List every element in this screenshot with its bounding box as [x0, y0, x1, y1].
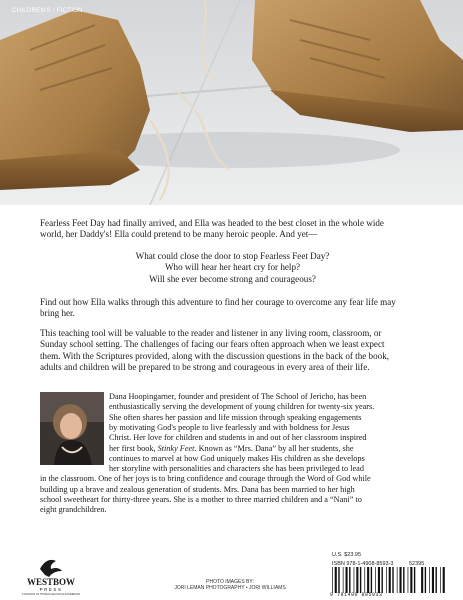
photo-credit [150, 579, 310, 591]
blurb-teaching-tool [40, 328, 425, 374]
bio-line: continues to marvel at how God uniquely makes His children as she develops [109, 453, 365, 463]
bio-line: building up a brave and zealous generation of students. Mrs. Dana has been married to her high [40, 484, 355, 494]
author-photo [40, 392, 104, 465]
bio-line: in the classroom. One of her joys is to bring confidence and courage through the Word of God while [40, 474, 371, 484]
barcode-icon [330, 567, 448, 593]
bio-line: Dana Hoopingarner, founder and president of The School of Jericho, has been [109, 392, 367, 401]
question-line: Who will hear her heart cry for help? [164, 262, 301, 273]
cover-photo-boots [0, 0, 463, 205]
bio-line: school sweetheart for thirty-three years. She is a mother to three married children and a “Nani” to [40, 495, 362, 504]
bio-line [109, 444, 353, 454]
blurb-find-out-line: bring her. [40, 308, 75, 319]
book-title-stinky-feet: Stinky Feet [157, 443, 195, 453]
teaching-line: This teaching tool will be valuable to the reader and listener in any living room, classroom, or [40, 328, 382, 338]
blurb-intro-line: world, her Daddy's! Ella could pretend to be many heroic people. And yet— [40, 229, 318, 240]
bio-line: eight grandchildren. [40, 505, 107, 515]
publisher-name: WESTBOW [26, 577, 76, 587]
blurb-find-out-line: Find out how Ella walks through this adventure to find her courage to overcome any fear life may [40, 297, 396, 307]
isbn-addon: 52395 [409, 561, 425, 567]
barcode-digits: 9 781490 885933 [330, 592, 383, 598]
photo-credit-title: PHOTO IMAGES BY: [206, 579, 254, 585]
boots-illustration [0, 0, 463, 205]
question-line: What could close the door to stop Fearless Feet Day? [135, 251, 330, 261]
blurb-intro [40, 218, 425, 241]
blurb-intro-line: Fearless Feet Day had finally arrived, and Ella was headed to the best closet in the whole wide [40, 218, 384, 228]
teaching-line: them. With the Scriptures provided, along with the discussion questions in the back of the book, [40, 350, 390, 361]
blurb-find-out [40, 297, 425, 320]
teaching-line: adults and children will be prepared to be strong and courageous in every area of their life. [40, 362, 370, 373]
publisher-sub: PRESS [39, 587, 63, 592]
bio-line: enthusiastically serving the development of young children for twenty-six years. [109, 402, 375, 412]
publisher-tagline: A DIVISION OF THOMAS NELSON & ZONDERVAN [21, 593, 81, 595]
category-label: CHILDREN'S / FICTION [12, 8, 83, 14]
blurb-questions [40, 251, 425, 285]
isbn-text: ISBN 978-1-4908-8593-3 [332, 561, 394, 567]
bio-text: . Known as “Mrs. Dana” by all her students, she [194, 443, 354, 453]
question-line: Will she ever become strong and courageous? [149, 273, 316, 284]
price: U.S. $23.95 [332, 552, 362, 558]
teaching-line: Sunday school setting. The challenges of facing our fears often approach when we least expect [40, 339, 385, 350]
photo-credit-names: JORI LEMAN PHOTOGRAPHY • JORI WILLIAMS [174, 585, 286, 591]
bio-line: She often shares her passion and life mission through speaking engagements [109, 412, 362, 422]
bio-line: Christ. Her love for children and students in and out of her classroom inspired [109, 433, 367, 443]
bio-line: by motivating God's people to live fearlessly and with boldness for Jesus [109, 422, 350, 432]
bio-line: her storyline with personalities and characters she has been privileged to lead [109, 464, 364, 474]
publisher-logo [10, 555, 92, 595]
leaping-figure-icon [40, 560, 62, 577]
bio-text: her first book, [109, 443, 158, 453]
